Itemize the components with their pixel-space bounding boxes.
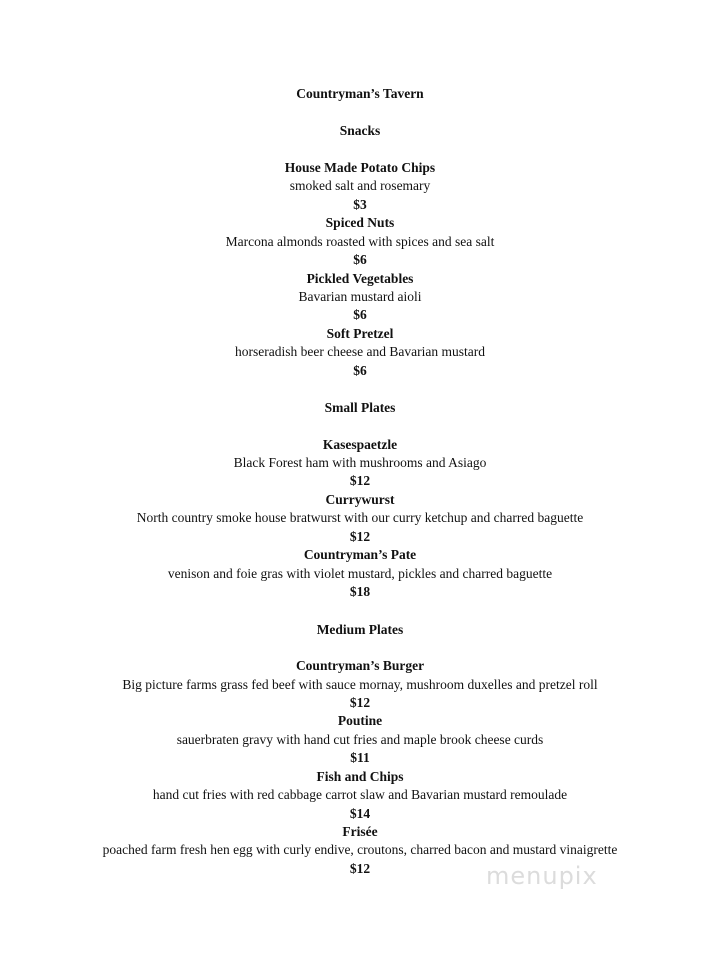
item-description: horseradish beer cheese and Bavarian mustard: [234, 344, 486, 359]
item-description: poached farm fresh hen egg with curly endive, croutons, charred bacon and mustard vinaigrette: [102, 842, 618, 857]
item-name: Countryman’s Burger: [295, 658, 425, 673]
item-price: $14: [349, 806, 371, 821]
item-description: Black Forest ham with mushrooms and Asiago: [233, 455, 487, 470]
item-description: Marcona almonds roasted with spices and sea salt: [225, 234, 495, 249]
item-price: $6: [353, 307, 367, 322]
restaurant-title: Countryman’s Tavern: [296, 86, 424, 101]
item-description: Bavarian mustard aioli: [298, 289, 422, 304]
item-description: venison and foie gras with violet mustard, pickles and charred baguette: [167, 566, 553, 581]
item-price: $11: [350, 750, 370, 765]
item-description: North country smoke house bratwurst with our curry ketchup and charred baguette: [136, 510, 584, 525]
item-name: Currywurst: [325, 492, 395, 507]
item-description: sauerbraten gravy with hand cut fries and maple brook cheese curds: [176, 732, 544, 747]
item-description: smoked salt and rosemary: [289, 178, 431, 193]
item-name: Spiced Nuts: [325, 215, 395, 230]
menupix-watermark: menupix: [486, 862, 598, 890]
item-price: $3: [353, 197, 367, 212]
item-price: $12: [349, 861, 371, 876]
section-title-snacks: Snacks: [339, 123, 381, 138]
item-price: $12: [349, 473, 371, 488]
item-name: Frisée: [342, 824, 378, 839]
item-price: $6: [353, 252, 367, 267]
item-price: $12: [349, 529, 371, 544]
item-description: Big picture farms grass fed beef with sauce mornay, mushroom duxelles and pretzel roll: [122, 677, 598, 692]
section-title-small-plates: Small Plates: [324, 400, 396, 415]
item-name: Poutine: [337, 713, 383, 728]
section-title-medium-plates: Medium Plates: [316, 622, 404, 637]
item-name: Soft Pretzel: [326, 326, 394, 341]
item-price: $12: [349, 695, 371, 710]
item-description: hand cut fries with red cabbage carrot slaw and Bavarian mustard remoulade: [152, 787, 568, 802]
item-name: Fish and Chips: [316, 769, 404, 784]
item-price: $18: [349, 584, 371, 599]
item-name: Countryman’s Pate: [303, 547, 417, 562]
item-name: Kasespaetzle: [322, 437, 398, 452]
item-name: House Made Potato Chips: [284, 160, 436, 175]
item-name: Pickled Vegetables: [306, 271, 414, 286]
item-price: $6: [353, 363, 367, 378]
